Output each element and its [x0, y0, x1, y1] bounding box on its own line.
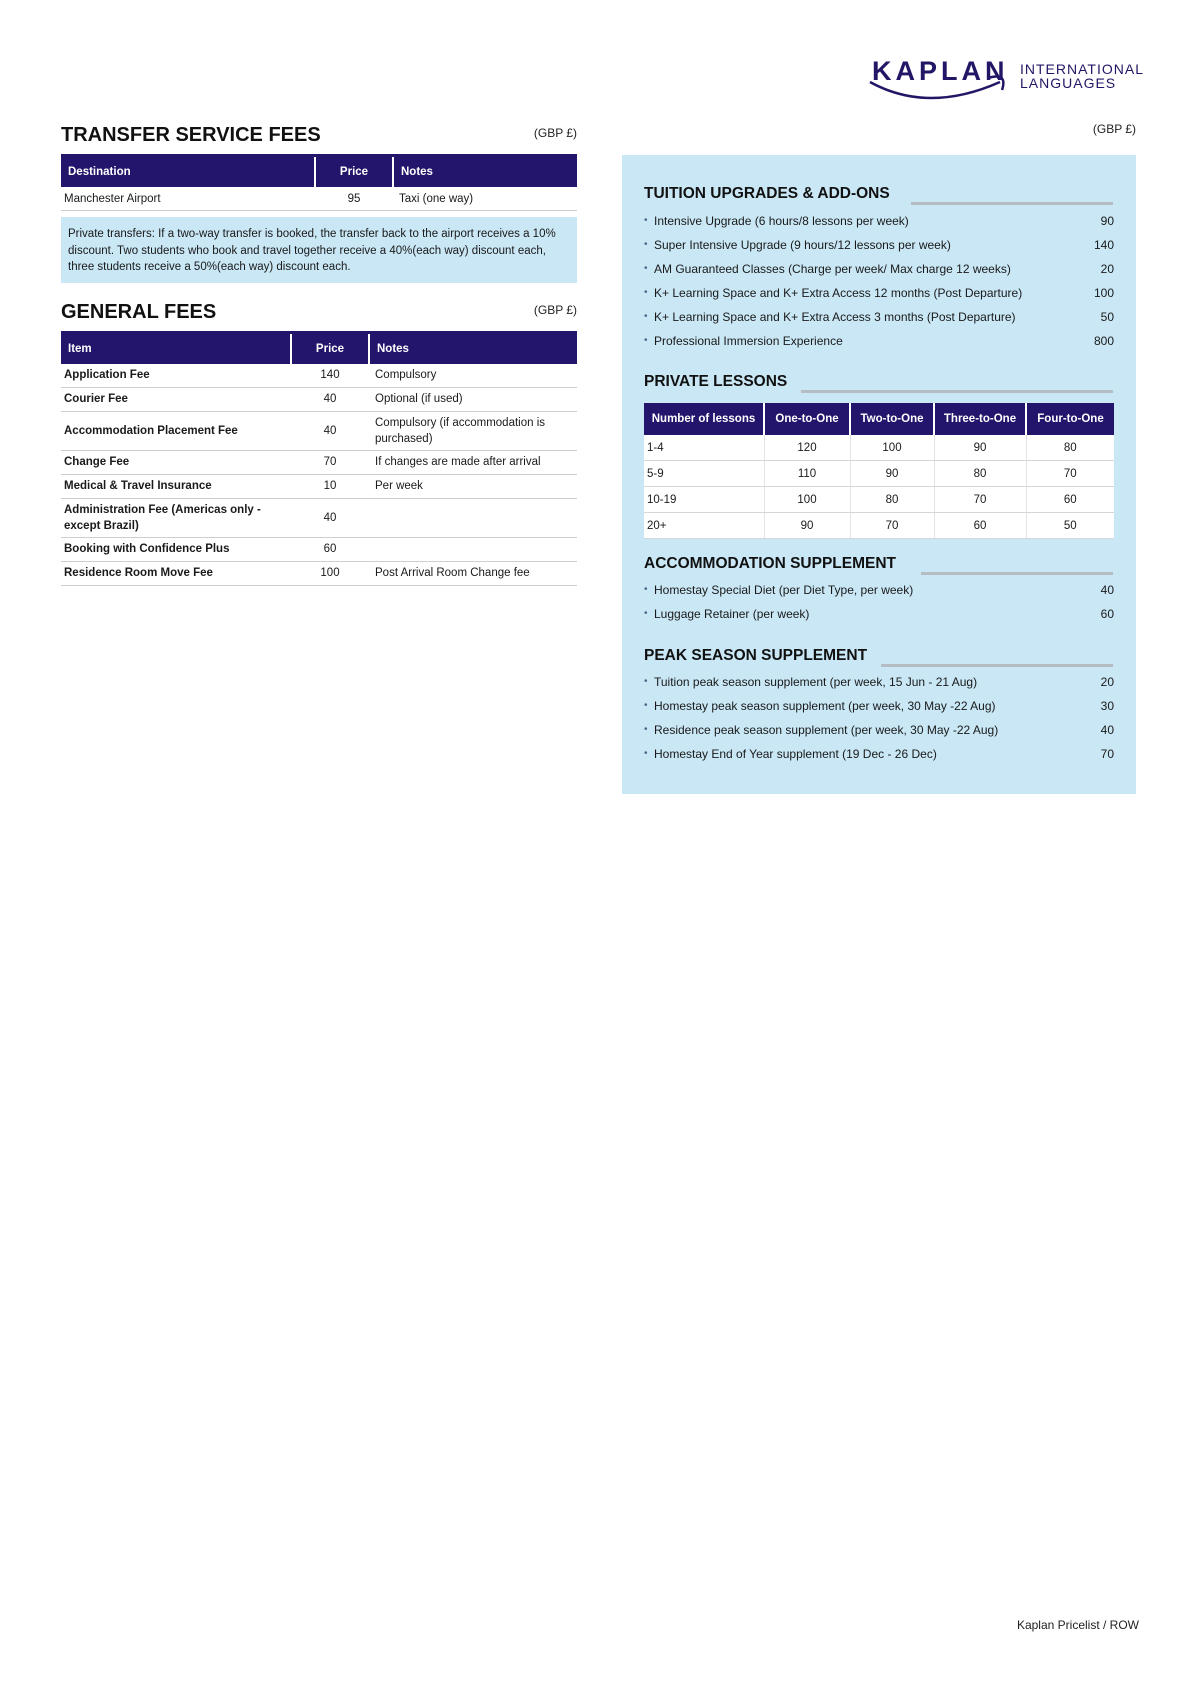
general-title: GENERAL FEES — [61, 300, 217, 323]
list-item: • Super Intensive Upgrade (9 hours/12 lessons per week) 140 — [644, 238, 1114, 252]
col-four-to-one: Four-to-One — [1026, 403, 1114, 435]
bullet-icon: • — [644, 748, 648, 759]
cell-item: Administration Fee (Americas only - except Brazil) — [61, 498, 291, 537]
cell-item: Courier Fee — [61, 387, 291, 411]
transfer-header — [61, 118, 577, 154]
bullet-icon: • — [644, 676, 648, 687]
cell-notes: Post Arrival Room Change fee — [369, 561, 577, 585]
cell-price: 95 — [315, 187, 393, 211]
private-lessons-table — [644, 403, 1114, 539]
transfer-note: Private transfers: If a two-way transfer is booked, the transfer back to the airport receives a 10% discount. Two students who book and travel together receive a 40%(each way) discount each, three students receive a 50%(each way) discount each. — [61, 217, 577, 283]
cell-notes: Taxi (one way) — [393, 187, 577, 211]
col-item: Item — [61, 332, 291, 364]
cell-notes: Per week — [369, 474, 577, 498]
cell-price: 40 — [291, 387, 369, 411]
list-item: • Homestay Special Diet (per Diet Type, per week) 40 — [644, 583, 1114, 597]
table-row: 5-9 110 90 80 70 — [644, 461, 1114, 487]
table-header-row — [61, 156, 577, 188]
cell-item: Residence Room Move Fee — [61, 561, 291, 585]
table-row — [61, 387, 577, 411]
table-row — [61, 364, 577, 388]
table-row — [61, 474, 577, 498]
transfer-title: TRANSFER SERVICE FEES — [61, 124, 321, 146]
table-row — [61, 411, 577, 450]
table-header-row — [61, 332, 577, 364]
logo-swoosh-icon — [868, 74, 1008, 108]
cell-item: Medical & Travel Insurance — [61, 474, 291, 498]
list-item: • K+ Learning Space and K+ Extra Access 12 months (Post Departure) 100 — [644, 286, 1114, 300]
bullet-icon: • — [644, 239, 648, 250]
col-price: Price — [291, 332, 369, 364]
section-rule — [921, 572, 1113, 575]
col-three-to-one: Three-to-One — [934, 403, 1026, 435]
cell-item: Change Fee — [61, 450, 291, 474]
bullet-icon: • — [644, 263, 648, 274]
cell-notes — [369, 537, 577, 561]
col-lessons: Number of lessons — [644, 403, 764, 435]
bullet-icon: • — [644, 700, 648, 711]
cell-item: Application Fee — [61, 364, 291, 388]
col-price: Price — [315, 156, 393, 188]
bullet-icon: • — [644, 584, 648, 595]
cell-notes: Compulsory — [369, 364, 577, 388]
panel-currency: (GBP £) — [1092, 122, 1136, 136]
list-item: • Tuition peak season supplement (per week, 15 Jun - 21 Aug) 20 — [644, 675, 1114, 689]
cell-price: 140 — [291, 364, 369, 388]
left-column — [61, 118, 577, 586]
table-row: 1-4 120 100 90 80 — [644, 435, 1114, 461]
peak-title: PEAK SEASON SUPPLEMENT — [644, 647, 868, 664]
list-item: • Professional Immersion Experience 800 — [644, 334, 1114, 348]
general-fees-table — [61, 331, 577, 586]
private-title: PRIVATE LESSONS — [644, 373, 788, 390]
general-currency: (GBP £) — [533, 302, 577, 317]
cell-price: 40 — [291, 411, 369, 450]
table-row — [61, 498, 577, 537]
list-item: • K+ Learning Space and K+ Extra Access 3 months (Post Departure) 50 — [644, 310, 1114, 324]
list-item: • Luggage Retainer (per week) 60 — [644, 607, 1114, 621]
table-row: 20+ 90 70 60 50 — [644, 513, 1114, 539]
logo-subtitle: INTERNATIONAL LANGUAGES — [1020, 61, 1144, 91]
logo-wordmark: KAPLAN — [872, 56, 1009, 86]
cell-item: Booking with Confidence Plus — [61, 537, 291, 561]
accommodation-title: ACCOMMODATION SUPPLEMENT — [644, 555, 897, 572]
kaplan-logo — [872, 52, 1152, 104]
bullet-icon: • — [644, 335, 648, 346]
bullet-icon: • — [644, 608, 648, 619]
transfer-currency: (GBP £) — [533, 126, 577, 140]
cell-destination: Manchester Airport — [61, 187, 315, 211]
bullet-icon: • — [644, 287, 648, 298]
cell-notes: Compulsory (if accommodation is purchased) — [369, 411, 577, 450]
footer-text: Kaplan Pricelist / ROW — [1016, 1618, 1139, 1632]
list-item: • AM Guaranteed Classes (Charge per week/ Max charge 12 weeks) 20 — [644, 262, 1114, 276]
bullet-icon: • — [644, 724, 648, 735]
col-notes: Notes — [393, 156, 577, 188]
list-item: • Intensive Upgrade (6 hours/8 lessons per week) 90 — [644, 214, 1114, 228]
tuition-title: TUITION UPGRADES & ADD-ONS — [644, 185, 890, 202]
table-row — [61, 537, 577, 561]
table-row — [61, 561, 577, 585]
supplements-panel — [622, 155, 1136, 794]
cell-notes: Optional (if used) — [369, 387, 577, 411]
bullet-icon: • — [644, 215, 648, 226]
cell-price: 60 — [291, 537, 369, 561]
cell-price: 10 — [291, 474, 369, 498]
table-row — [61, 187, 577, 211]
transfer-table — [61, 154, 577, 211]
table-row — [61, 450, 577, 474]
list-item: • Residence peak season supplement (per week, 30 May -22 Aug) 40 — [644, 723, 1114, 737]
cell-notes — [369, 498, 577, 537]
cell-price: 70 — [291, 450, 369, 474]
section-rule — [911, 202, 1113, 205]
cell-price: 100 — [291, 561, 369, 585]
col-destination: Destination — [61, 156, 315, 188]
bullet-icon: • — [644, 311, 648, 322]
col-one-to-one: One-to-One — [764, 403, 850, 435]
section-rule — [881, 664, 1113, 667]
general-header — [61, 295, 577, 331]
cell-price: 40 — [291, 498, 369, 537]
col-notes: Notes — [369, 332, 577, 364]
col-two-to-one: Two-to-One — [850, 403, 934, 435]
list-item: • Homestay End of Year supplement (19 Dec - 26 Dec) 70 — [644, 747, 1114, 761]
section-rule — [801, 390, 1113, 393]
table-header-row — [644, 403, 1114, 435]
table-row: 10-19 100 80 70 60 — [644, 487, 1114, 513]
cell-notes: If changes are made after arrival — [369, 450, 577, 474]
cell-item: Accommodation Placement Fee — [61, 411, 291, 450]
list-item: • Homestay peak season supplement (per week, 30 May -22 Aug) 30 — [644, 699, 1114, 713]
